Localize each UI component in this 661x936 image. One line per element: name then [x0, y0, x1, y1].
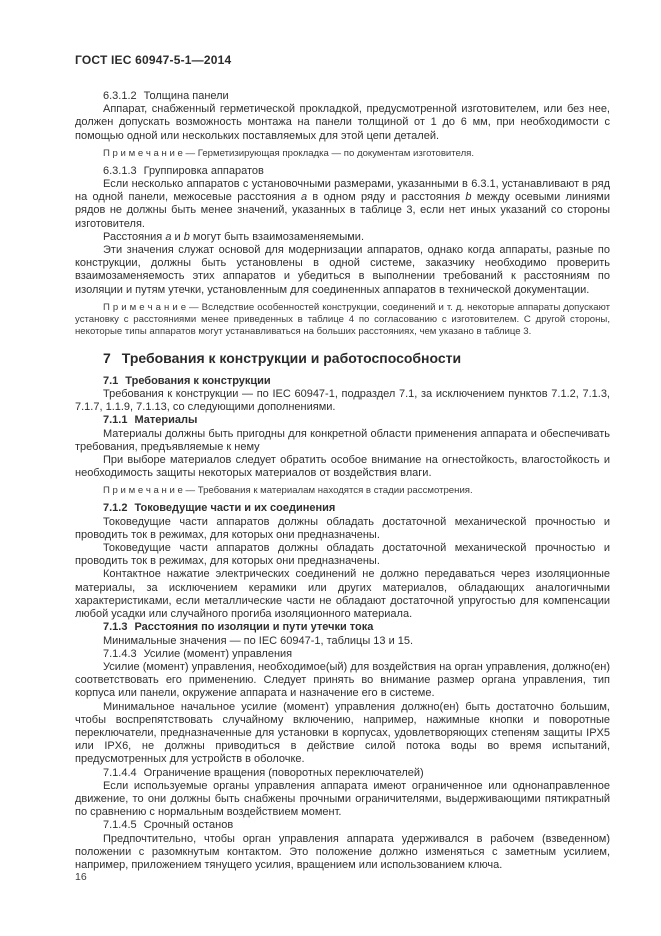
text-run: и: [171, 230, 184, 243]
clause-number: 7.1.3: [103, 621, 128, 634]
clause-title: Токоведущие части и их соединения: [134, 502, 336, 515]
note: П р и м е ч а н и е — Герметизирующая прокладка — по документам изготовителя.: [103, 147, 475, 159]
note: П р и м е ч а н и е — Вследствие особенностей конструкции, соединений и т. д. некоторые аппараты допускают установку с расстояниями менее приведенных в таблице 4 по согласованию с изготовителем. С другой стороны, некоторые типы аппаратов могут устанавливаться на больших расстояниях, чем указано в таблице 3.: [75, 301, 610, 337]
clause-title: Группировка аппаратов: [143, 164, 264, 177]
italic-variable: a: [165, 230, 172, 243]
bold-subheading: [75, 502, 610, 515]
paragraph: Аппарат, снабженный герметической прокладкой, предусмотренной изготовителем, или без нее, должен допускать возможность монтажа на панели толщиной от 1 до 6 мм, при необходимости с помощью одной или нескольких поставляемых для этой цепи деталей.: [75, 103, 610, 142]
clause-title: Усилие (момент) управления: [143, 647, 293, 660]
clause-number: 7.1.2: [103, 502, 128, 515]
clause-title: Требования к конструкции: [125, 374, 271, 387]
bold-subheading: [75, 621, 610, 634]
italic-variable: a: [300, 191, 308, 204]
text-run: в одном ряду и расстояния: [307, 191, 466, 204]
clause-number: 7.1.4.5: [103, 819, 137, 832]
clause-title: Ограничение вращения (поворотных переключателей): [143, 766, 424, 779]
document-header: ГОСТ IEC 60947-5-1—2014: [75, 53, 232, 67]
clause-number: 7.1.4.4: [103, 766, 137, 779]
paragraph: Предпочтительно, чтобы орган управления аппарата удерживался в рабочем (взведенном) положении с разомкнутым контактом. Это положение должно изменяться с заметным усилием, например, приложением тянущего усилия, вращением или использованием ключа.: [75, 832, 610, 871]
paragraph: [75, 178, 610, 231]
paragraph: При выборе материалов следует обратить особое внимание на огнестойкость, влагостойкость и необходимость защиты некоторых материалов от воздействия влаги.: [75, 454, 610, 480]
text-run: Если несколько аппаратов с установочными размерами, указанными в 6.3.1, устанавливают в ряд на одной панели, межосевые расстояния: [75, 178, 610, 204]
bold-subheading: [75, 375, 610, 388]
paragraph: Если используемые органы управления аппарата имеют ограниченное или однонаправленное движение, то они должны быть снабжены прочными ограничителями, выдерживающими пятикратный по сравнению с нормальным воздействием момент.: [75, 779, 610, 819]
clause-title: Расстояния по изоляции и пути утечки тока: [134, 621, 374, 634]
text-run: могут быть взаимозаменяемыми.: [189, 230, 365, 243]
paragraph: Требования к конструкции — по IEC 60947-1, подраздел 7.1, за исключением пунктов 7.1.2, 7.1.3, 7.1.7, 1.1.9, 7.1.13, со следующими дополнениями.: [75, 388, 610, 414]
clause-title: Требования к конструкции и работоспособности: [121, 349, 462, 366]
paragraph: Токоведущие части аппаратов должны обладать достаточной механической прочностью и проводить ток в режимах, для которых они предназначены.: [75, 515, 610, 541]
italic-variable: b: [183, 230, 190, 243]
paragraph: Материалы должны быть пригодны для конкретной области применения аппарата и обеспечивать требования, предъявляемые к нему: [75, 427, 610, 453]
clause-number: 7.1.1: [103, 414, 128, 427]
paragraph: Минимальные значения — по IEC 60947-1, таблицы 13 и 15.: [103, 634, 414, 647]
note: П р и м е ч а н и е — Требования к материалам находятся в стадии рассмотрения.: [103, 485, 473, 497]
clause-heading: [75, 165, 610, 178]
clause-title: Срочный останов: [143, 819, 234, 832]
paragraph: Усилие (момент) управления, необходимое(ый) для воздействия на орган управления, должно(ен) соответствовать его применению. Следует принять во внимание размер органа управления, тип корпуса или панели, окружение аппарата и назначение его в системе.: [75, 660, 610, 700]
paragraph: Минимальное начальное усилие (момент) управления должно(ен) быть достаточно большим, чтобы воспрепятствовать случайному включению, например, нажимные кнопки и поворотные переключатели, предназначенные для установки в корпусах, удовлетворяющих степеням защиты IPX5 или IPX6, не должны приводиться в действие силой потока воды во время испытаний, предусмотренных для устройств в оболочке.: [75, 700, 610, 766]
text-run: Расстояния: [103, 230, 166, 243]
clause-heading: [75, 648, 610, 661]
clause-heading: [75, 90, 610, 103]
clause-heading: [75, 819, 610, 832]
paragraph: [75, 231, 610, 244]
paragraph: Контактное нажатие электрических соединений не должно передаваться через изоляционные материалы, за исключением керамики или других материалов, обладающих аналогичными характеристиками, если металлические части не обладают достаточной упругостью для компенсации любой усадки или случайного прогиба изоляционного материала.: [75, 568, 610, 621]
paragraph: Токоведущие части аппаратов должны обладать достаточной механической прочностью и проводить ток в режимах, для которых они предназначены.: [75, 542, 610, 568]
clause-number: 7: [103, 349, 111, 366]
italic-variable: b: [465, 191, 472, 204]
clause-heading: [75, 767, 610, 780]
text-run: между осевыми линиями рядов не должны быть менее значений, указанных в таблице 3, если нет иных указаний со стороны изготовителя.: [75, 191, 611, 230]
document-body: [75, 90, 610, 872]
section-heading: [75, 350, 610, 367]
clause-title: Толщина панели: [143, 90, 229, 102]
bold-subheading: [75, 414, 610, 427]
clause-number: 7.1: [103, 374, 119, 387]
paragraph: Эти значения служат основой для модернизации аппаратов, однако когда аппараты, разные по конструкции, должны быть установлены в одной системе, заказчику необходимо проверить взаимозаменяемость этих аппаратов и убедиться в выполнении требований к расстояниям по изоляции и путям утечки, установленным для соединенных аппаратов в технической документации.: [75, 244, 610, 296]
page-number: 16: [75, 871, 87, 883]
clause-number: 6.3.1.2: [103, 90, 137, 102]
clause-number: 6.3.1.3: [103, 164, 137, 177]
clause-number: 7.1.4.3: [103, 647, 137, 660]
clause-title: Материалы: [134, 414, 198, 427]
